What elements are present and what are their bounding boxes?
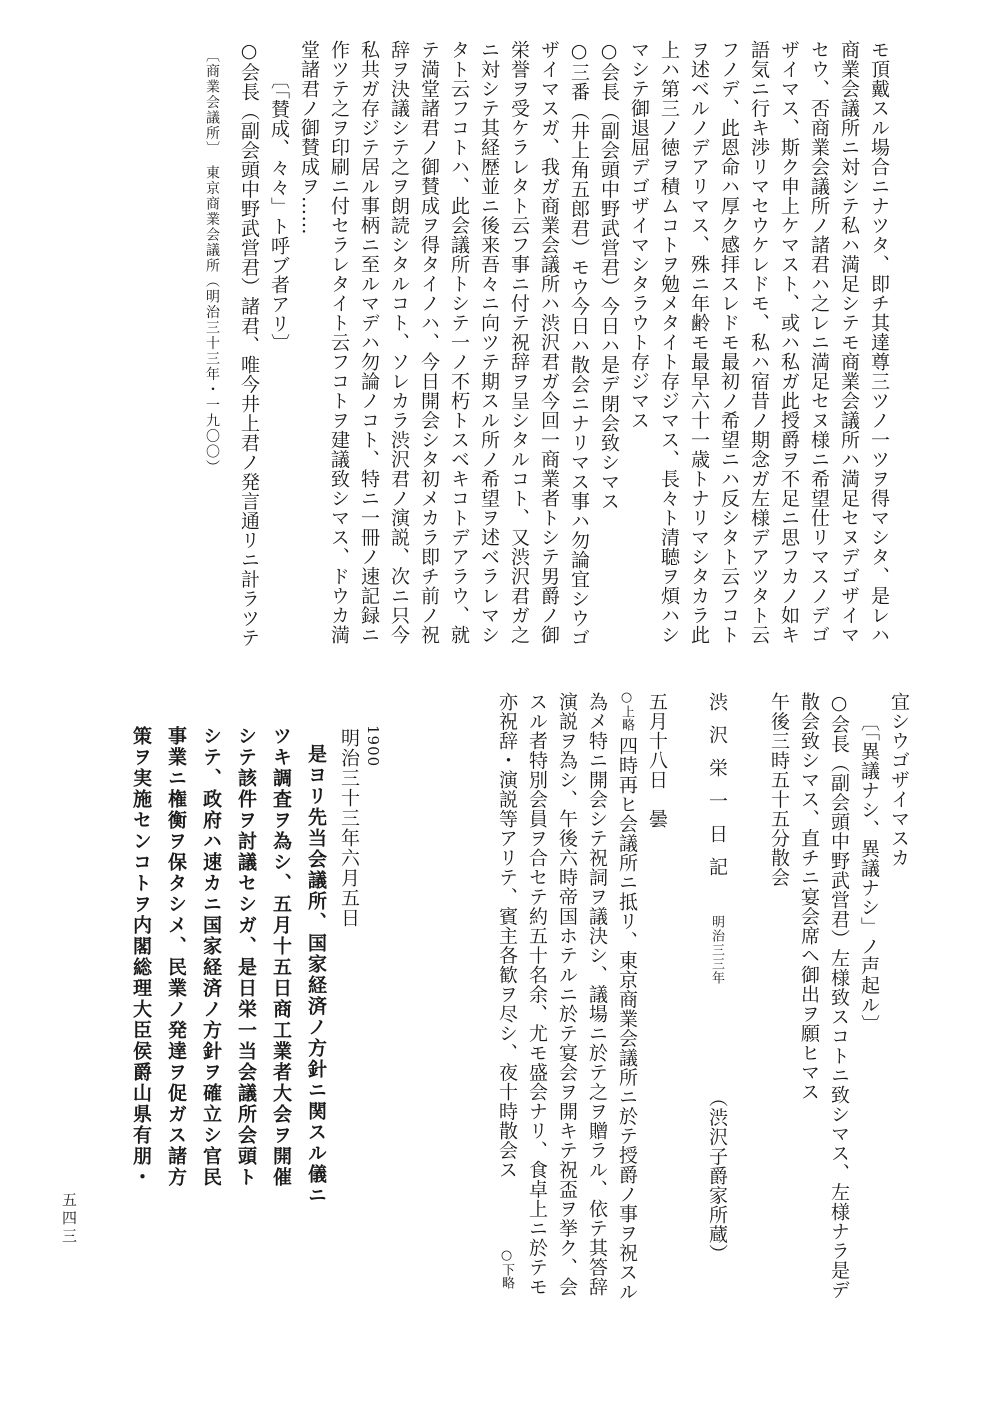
upper-line-20: 堂諸君ノ御賛成ヲ…… bbox=[298, 40, 320, 235]
omission-mark-lower: ○下略 bbox=[499, 1248, 514, 1289]
upper-line-22: ○会長（副会頭中野武営君）諸君、唯今井上君ノ発言通リニ計ラツテ bbox=[238, 40, 260, 648]
year-heading: 1900 bbox=[364, 725, 382, 768]
lower-line-1: 宜シウゴザイマスカ bbox=[888, 692, 910, 868]
entry-line-2: ツキ調査ヲ為シ、五月十五日商工業者大会ヲ開催 bbox=[270, 726, 292, 1188]
lower-line-3: ○会長（副会頭中野武営君）左様致スコトニ致シマス、左様ナラ是デ bbox=[828, 692, 850, 1300]
upper-line-7: ヲ述ベルノデアリマス、殊ニ年齢モ最早六十一歳トナリマシタカラ此 bbox=[688, 40, 710, 645]
lower-line-4: 散会致シマス、直チニ宴会席ヘ御出ヲ願ヒマス bbox=[798, 692, 820, 1102]
upper-line-11: ○三番（井上角五郎君）モウ今日ハ散会ニナリマス事ハ勿論宜シウゴ bbox=[568, 40, 590, 648]
upper-line-12: ザイマスガ、我ガ商業会議所ハ渋沢君ガ今回一商業者トシテ男爵ノ御 bbox=[538, 40, 560, 645]
diary-line-5: 亦祝辞・演説等アリテ、賓主各歓ヲ尽シ、夜十時散会ス bbox=[496, 692, 518, 1180]
upper-citation: 〔商業会議所〕 東京商業会議所（明治三十三年・一九〇〇） bbox=[204, 48, 220, 475]
upper-line-10: ○会長（副会頭中野武営君）今日ハ是デ閉会致シマス bbox=[598, 40, 620, 511]
diary-year: 明治三三年 bbox=[709, 915, 724, 985]
diary-source: （渋沢子爵家所蔵） bbox=[706, 1088, 728, 1264]
omission-mark-upper: ○上略 bbox=[619, 690, 634, 731]
upper-line-19: 作ツテ之ヲ印刷ニ付セラレタイト云フコトヲ建議致シマス、ドウカ満 bbox=[328, 40, 350, 645]
diary-date: 五月十八日 曇 bbox=[646, 692, 668, 829]
entry-line-4: シテ、政府ハ速カニ国家経済ノ方針ヲ確立シ官民 bbox=[200, 726, 222, 1188]
upper-line-5: 語気ニ行キ渉リマセウケレドモ、私ハ宿昔ノ期念ガ左様デアツタト云 bbox=[748, 40, 770, 645]
upper-line-3: セウ、否商業会議所ノ諸君ハ之レニ満足セヌ様ニ希望仕リマスノデゴ bbox=[808, 40, 830, 645]
upper-line-21: 〔「賛成、々々」ト呼ブ者アリ〕 bbox=[268, 70, 290, 353]
lower-line-2: 〔「異議ナシ、異議ナシ」ノ声起ル〕 bbox=[858, 712, 880, 1034]
upper-line-1: モ頂戴スル場合ニナツタ、即チ其達尊三ツノ一ツヲ得マシタ、是レハ bbox=[868, 40, 890, 645]
upper-line-16: テ満堂諸君ノ御賛成ヲ得タイノハ、今日開会シタ初メカラ即チ前ノ祝 bbox=[418, 40, 440, 645]
upper-line-6: フノデ、此恩命ハ厚ク感拝スレドモ最初ノ希望ニハ反シタト云フコト bbox=[718, 40, 740, 645]
date-heading: 明治三十三年六月五日 bbox=[338, 728, 360, 928]
diary-line-1: 四時再ヒ会議所ニ抵リ、東京商業会議所ニ於テ授爵ノ事ヲ祝スル bbox=[616, 736, 638, 1302]
upper-line-2: 商業会議所ニ対シテ私ハ満足シテモ商業会議所ハ満足セヌデゴザイマ bbox=[838, 40, 860, 645]
upper-line-4: ザイマス、斯ク申上ケマスト、或ハ私ガ此授爵ヲ不足ニ思フカノ如キ bbox=[778, 40, 800, 645]
diary-title: 渋沢栄一日記 bbox=[706, 692, 728, 890]
upper-line-15: タト云フコトハ、此会議所トシテ一ノ不朽トスベキコトデアラウ、就 bbox=[448, 40, 470, 645]
upper-line-8: 上ハ第三ノ徳ヲ積ムコトヲ勉メタイト存ジマス、長々ト清聴ヲ煩ハシ bbox=[658, 40, 680, 645]
page-number: 五四三 bbox=[60, 1192, 78, 1246]
upper-line-18: 私共ガ存ジテ居ル事柄ニ至ルマデハ勿論ノコト、特ニ一冊ノ速記録ニ bbox=[358, 40, 380, 645]
entry-line-3: シテ該件ヲ討議セシガ、是日栄一当会議所会頭ト bbox=[235, 726, 257, 1188]
upper-line-13: 栄誉ヲ受ケラレタト云フ事ニ付テ祝辞ヲ呈シタルコト、又渋沢君ガ之 bbox=[508, 40, 530, 645]
upper-line-9: マシテ御退屈デゴザイマシタラウト存ジマス bbox=[628, 40, 650, 430]
diary-line-2: 為メ特ニ開会シテ祝詞ヲ議決シ、議場ニ於テ之ヲ贈ラル、依テ其答辞 bbox=[586, 692, 608, 1297]
diary-line-4: スル者特別会員ヲ合セテ約五十名余、尤モ盛会ナリ、食卓上ニ於テモ bbox=[526, 692, 548, 1297]
entry-line-1: 是ヨリ先当会議所、国家経済ノ方針ニ関スル儀ニ bbox=[305, 744, 327, 1206]
upper-line-17: 辞ヲ決議シテ之ヲ朗読シタルコト、ソレカラ渋沢君ノ演説、次ニ只今 bbox=[388, 40, 410, 645]
entry-line-5: 事業ニ権衡ヲ保タシメ、民業ノ発達ヲ促ガス諸方 bbox=[165, 726, 187, 1188]
lower-line-5: 午後三時五十五分散会 bbox=[768, 692, 790, 887]
entry-line-6: 策ヲ実施センコトヲ内閣総理大臣侯爵山県有朋・ bbox=[130, 726, 152, 1188]
upper-line-14: ニ対シテ其経歴並ニ後来吾々ニ向ツテ期スル所ノ希望ヲ述ベラレマシ bbox=[478, 40, 500, 645]
diary-line-3: 演説ヲ為シ、午後六時帝国ホテルニ於テ宴会ヲ開キテ祝盃ヲ挙ク、会 bbox=[556, 692, 578, 1297]
